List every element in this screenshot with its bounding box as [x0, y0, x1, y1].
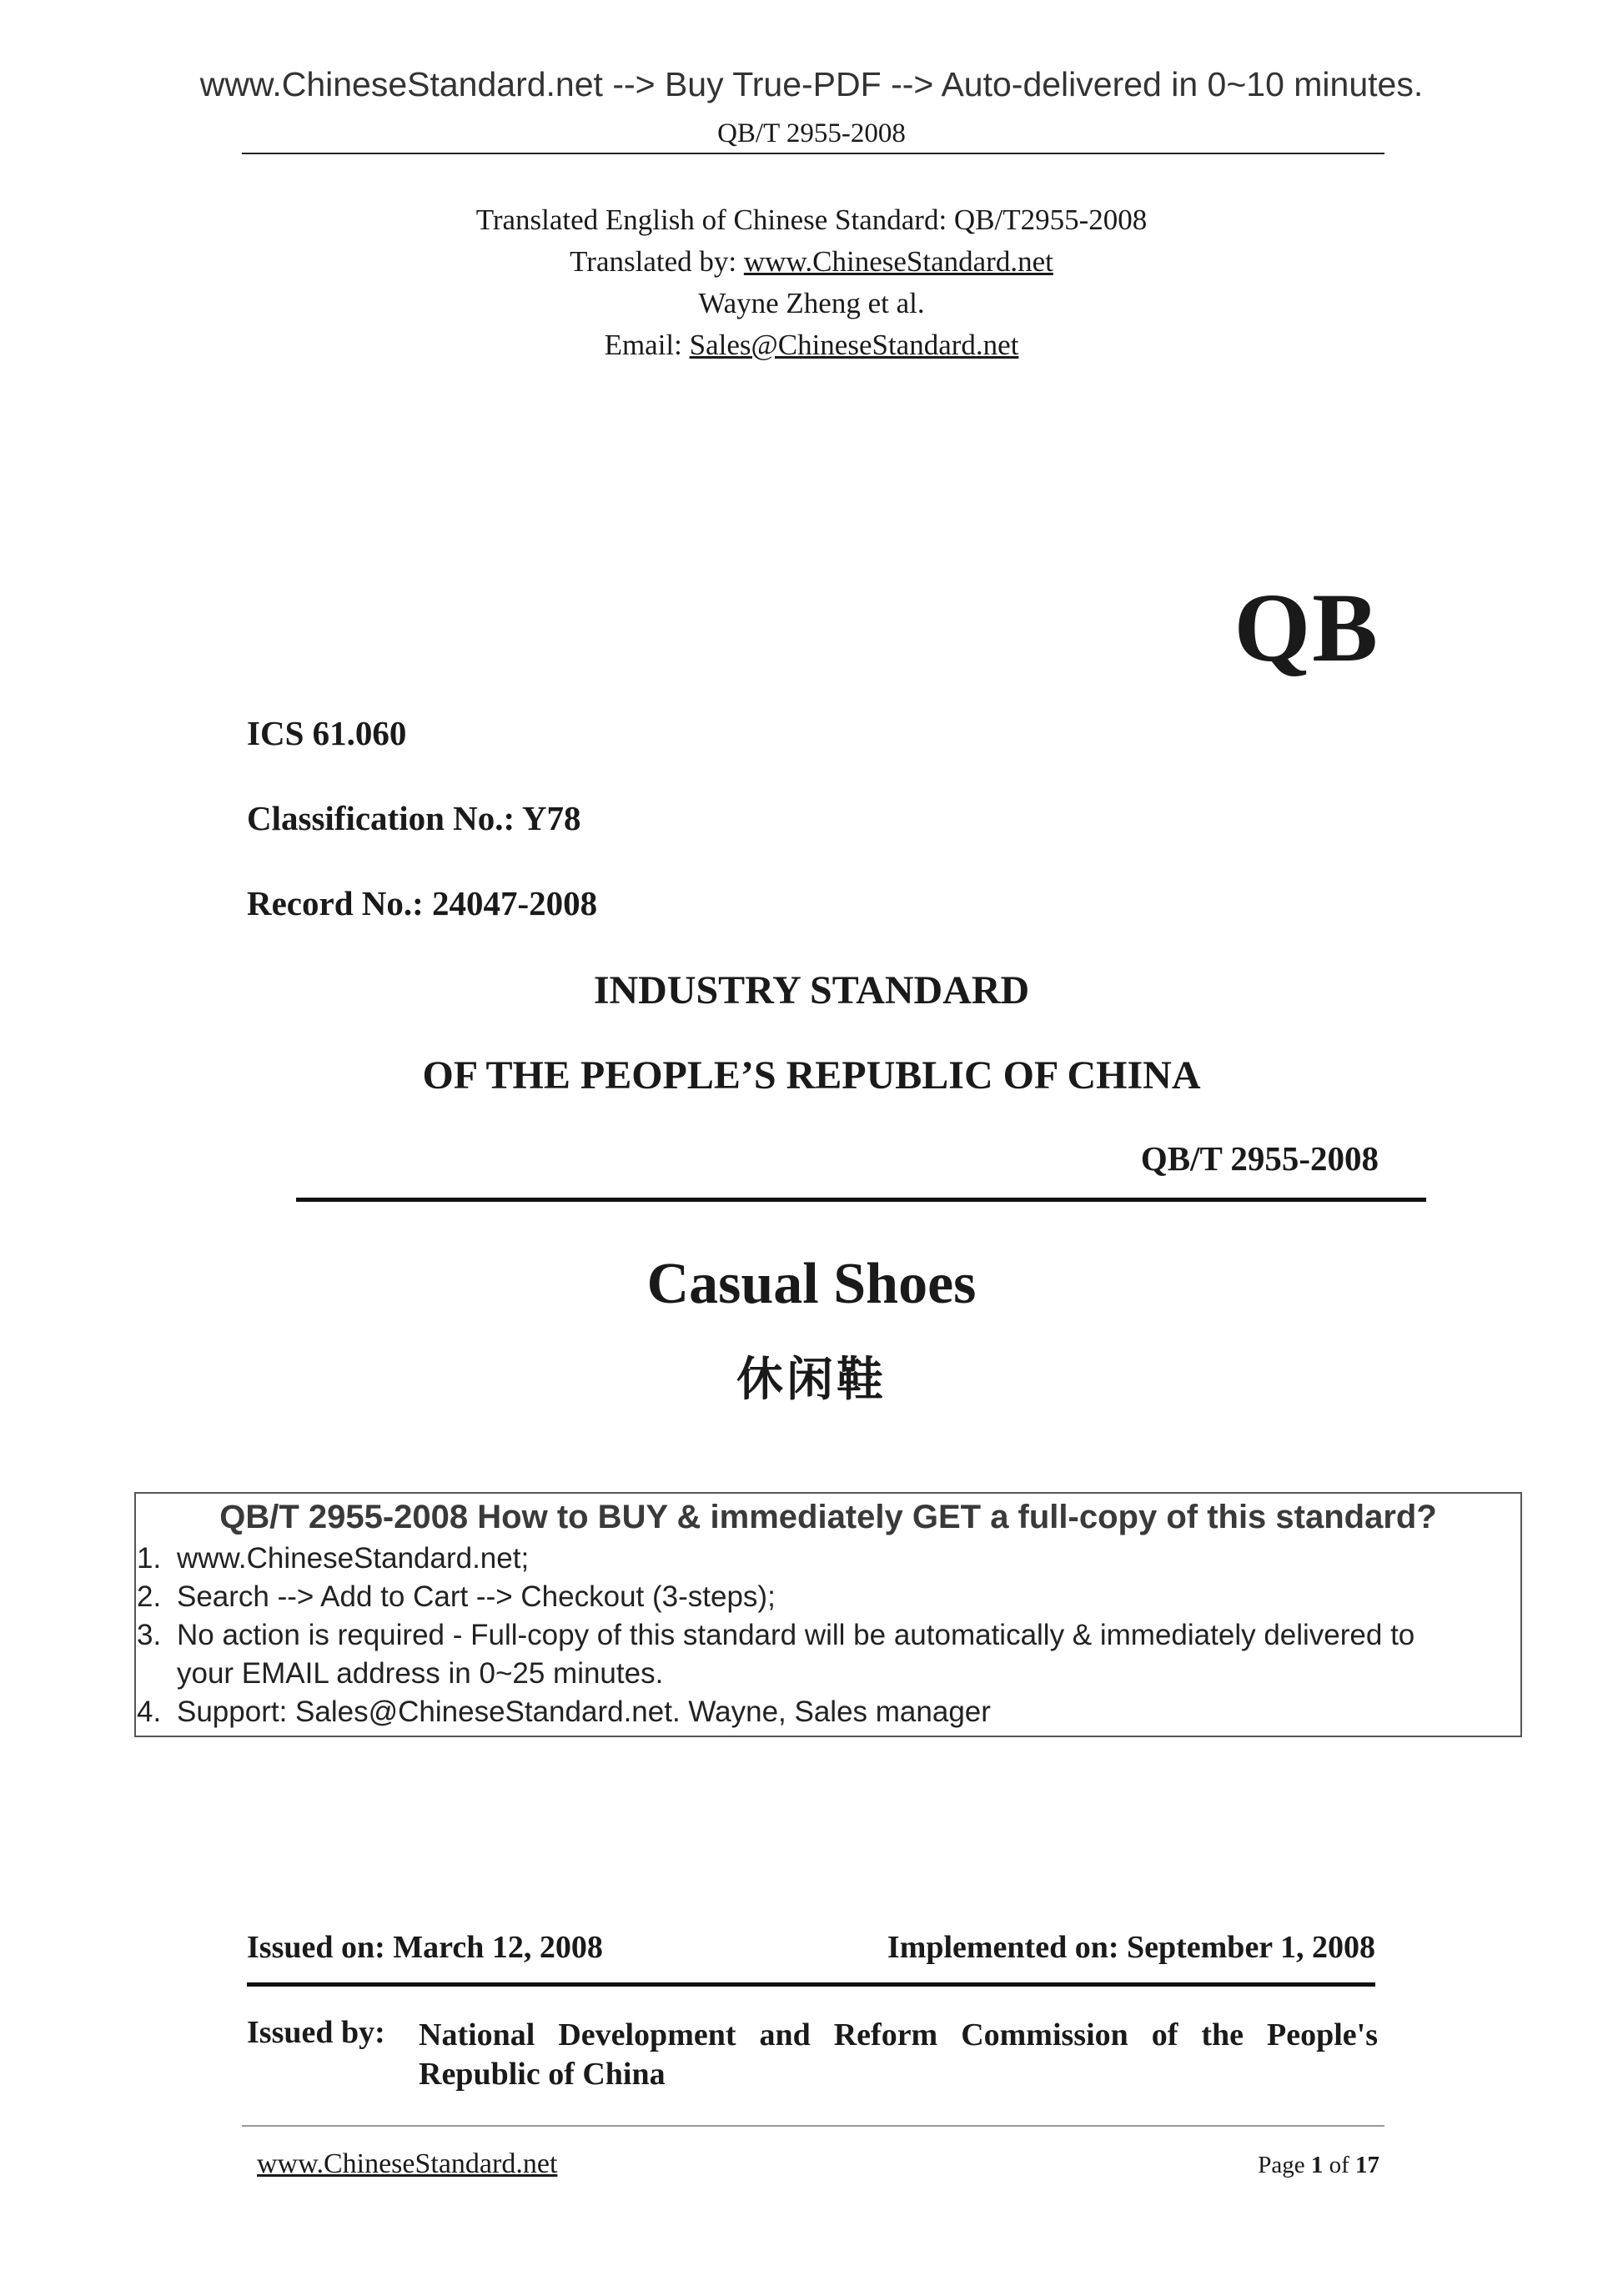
translator-website-link[interactable]: www.ChineseStandard.net [743, 245, 1053, 278]
translation-title: Translated English of Chinese Standard: QB/T2955-2008 [475, 203, 1148, 236]
document-title-chinese: 休闲鞋 [736, 1353, 887, 1405]
step-text: Support: Sales@ChineseStandard.net. Wayne, Sales manager [177, 1696, 991, 1728]
step-text: Search --> Add to Cart --> Checkout (3-steps); [177, 1580, 776, 1613]
step-text: No action is required - Full-copy of this standard will be automatically & immediately delivered to [177, 1619, 1415, 1651]
running-header-code: QB/T 2955-2008 [717, 118, 906, 148]
step-number: 3. [137, 1619, 162, 1651]
ics-code: ICS 61.060 [247, 714, 407, 752]
record-number: Record No.: 24047-2008 [247, 884, 598, 922]
step-number: 1. [137, 1542, 162, 1575]
standard-code: QB/T 2955-2008 [1140, 1139, 1379, 1178]
standard-title-line-2: OF THE PEOPLE’S REPUBLIC OF CHINA [422, 1053, 1201, 1098]
step-text: www.ChineseStandard.net; [177, 1542, 530, 1575]
page-total: 17 [1355, 2152, 1379, 2178]
translated-by-label: Translated by: [570, 245, 744, 278]
top-banner: www.ChineseStandard.net --> Buy True-PDF --> Auto-delivered in 0~10 minutes. [199, 65, 1424, 103]
purchase-step [137, 1542, 529, 1575]
classification-number: Classification No.: Y78 [247, 799, 581, 837]
implemented-on-date: Implemented on: September 1, 2008 [887, 1930, 1375, 1965]
document-title: Casual Shoes [646, 1252, 977, 1316]
translation-email [0, 329, 1623, 362]
translated-by [0, 245, 1623, 279]
purchase-step-continuation [177, 1657, 663, 1691]
email-label: Email: [604, 329, 690, 361]
header-divider [242, 153, 1384, 154]
issued-by-label: Issued by: [247, 2015, 385, 2050]
translation-authors: Wayne Zheng et al. [698, 287, 925, 319]
purchase-box-heading: QB/T 2955-2008 How to BUY & immediately GET a full-copy of this standard? [219, 1499, 1437, 1535]
purchase-step [137, 1580, 776, 1614]
page-current: 1 [1310, 2152, 1324, 2178]
issuing-authority-line-1: National Development and Reform Commission of the People's [419, 2017, 1378, 2052]
standard-title-line-1: INDUSTRY STANDARD [593, 968, 1030, 1012]
purchase-step [137, 1619, 1414, 1652]
title-divider [296, 1198, 1426, 1202]
footer-website-link[interactable]: www.ChineseStandard.net [257, 2148, 558, 2179]
issue-divider [247, 1982, 1375, 1987]
step-number: 4. [137, 1696, 162, 1728]
issued-on-date: Issued on: March 12, 2008 [247, 1930, 603, 1965]
issuing-authority-line-2: Republic of China [419, 2057, 666, 2092]
email-link[interactable]: Sales@ChineseStandard.net [689, 329, 1019, 361]
page-of: of [1323, 2152, 1355, 2178]
page-number [1258, 2152, 1379, 2179]
footer-divider [242, 2125, 1384, 2127]
page-label: Page [1258, 2152, 1311, 2178]
purchase-step [137, 1696, 991, 1729]
qb-standard-logo: QB [1234, 573, 1379, 682]
step-number: 2. [137, 1580, 162, 1613]
step-text: your EMAIL address in 0~25 minutes. [177, 1657, 664, 1690]
